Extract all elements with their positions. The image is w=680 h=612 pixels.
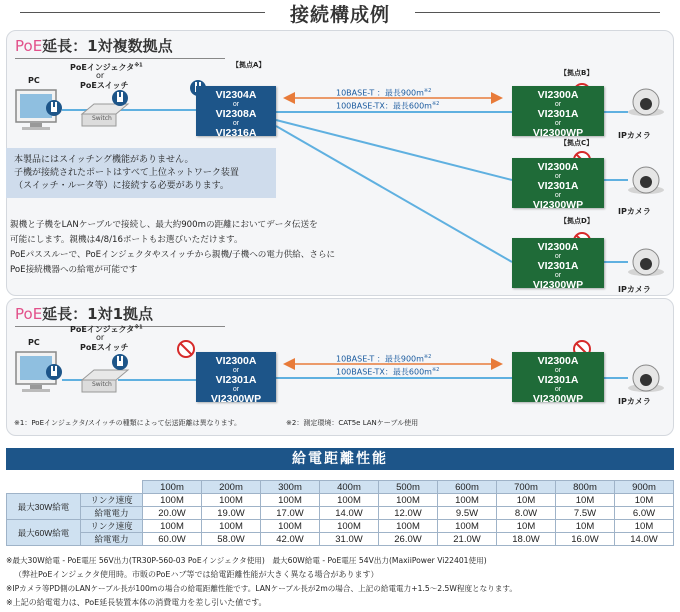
table-cell: 10M — [615, 494, 674, 507]
transmission-spec — [336, 352, 439, 377]
table-cell: 100M — [261, 520, 320, 533]
spec-10base — [336, 86, 439, 99]
table-cell: 21.0W — [438, 533, 497, 546]
injector-label — [70, 324, 143, 335]
switch-device-text: Switch — [92, 381, 112, 388]
ip-camera-icon — [628, 89, 664, 116]
table-cell: 14.0W — [615, 533, 674, 546]
table-cell: 12.0W — [379, 507, 438, 520]
spec-footnote-mark: ※2 — [423, 354, 432, 360]
section1-title-rest: 延長：1対複数拠点 — [42, 37, 173, 55]
or-label: or — [554, 367, 562, 374]
note-line: 本製品にはスイッチング機能がありません。 — [14, 155, 194, 165]
table-row — [7, 520, 674, 533]
table-cell: 100M — [202, 520, 261, 533]
note-line: 子機が接続されたポートはすべて上位ネットワーク装置 — [14, 168, 239, 178]
spec-standard: 10BASE-T ： — [336, 354, 385, 364]
table-cell: 9.5W — [438, 507, 497, 520]
footnote-2: ※2：測定環境：CAT5e LANケーブル使用 — [286, 419, 419, 427]
model-name: VI2300A — [537, 241, 579, 253]
model-name: VI2301A — [215, 374, 257, 386]
model-name: VI2300WP — [532, 393, 584, 405]
table-cell: 31.0W — [320, 533, 379, 546]
model-name: VI2300WP — [532, 127, 584, 139]
metric-label: 給電電力 — [81, 533, 143, 546]
or-label: or — [554, 253, 562, 260]
or-label: or — [554, 120, 562, 127]
power-plug-icon — [112, 354, 128, 370]
model-name: VI2300WP — [210, 393, 262, 405]
table-cell: 42.0W — [261, 533, 320, 546]
transmission-spec — [336, 86, 439, 111]
spec-footnote-mark: ※2 — [431, 100, 440, 107]
table-cell: 26.0W — [379, 533, 438, 546]
metric-label: 給電電力 — [81, 507, 143, 520]
table-cell: 10M — [497, 494, 556, 507]
power-plug-icon — [46, 364, 62, 380]
description-line: PoE接続機器への給電が可能です — [10, 265, 138, 275]
footnote-1: ※1：PoEインジェクタ/スイッチの種類によって伝送距離は異なります。 — [14, 419, 242, 427]
ip-camera-icon — [628, 167, 664, 194]
model-name: VI2300WP — [532, 279, 584, 291]
distance-header: 200m — [202, 481, 261, 494]
distance-header: 500m — [379, 481, 438, 494]
distance-header: 800m — [556, 481, 615, 494]
section2-title-poe: PoE — [15, 305, 43, 323]
spec-distance: 最長900m — [384, 88, 424, 98]
switching-note — [6, 148, 276, 198]
ip-camera-label: IPカメラ — [618, 285, 651, 294]
table-footnote: ※最大30W給電 - PoE電圧 56V出力(TR30P-560-03 PoEインジェクタ使用) 最大60W給電 - PoE電圧 54V出力(MaxiiPower Vi22401使用) — [6, 556, 487, 565]
group-label: 最大60W給電 — [7, 520, 81, 546]
table-cell: 19.0W — [202, 507, 261, 520]
table-cell: 10M — [556, 520, 615, 533]
ip-camera-label: IPカメラ — [618, 131, 651, 140]
power-plug-icon — [46, 100, 62, 116]
spec-100base — [336, 365, 439, 378]
table-cell: 100M — [202, 494, 261, 507]
child-unit-site-b — [512, 86, 604, 139]
table-cell: 17.0W — [261, 507, 320, 520]
model-name: VI2301A — [537, 260, 579, 272]
distance-header: 100m — [143, 481, 202, 494]
spec-standard: 100BASE-TX： — [336, 101, 393, 111]
table-row — [7, 533, 674, 546]
model-name: VI2300A — [537, 89, 579, 101]
spec-footnote-mark: ※2 — [431, 366, 440, 373]
power-distance-table — [6, 480, 674, 546]
model-name: VI2308A — [215, 108, 257, 120]
table-cell: 16.0W — [556, 533, 615, 546]
metric-label: リンク速度 — [81, 520, 143, 533]
note-line: （スイッチ・ルータ等）に接続する必要があります。 — [14, 181, 229, 191]
or-label: or — [554, 101, 562, 108]
table-cell: 14.0W — [320, 507, 379, 520]
product-description — [10, 218, 430, 278]
table-footnote: ※上記の給電電力は、PoE延長装置本体の消費電力を差し引いた値です。 — [6, 598, 267, 607]
table-cell: 58.0W — [202, 533, 261, 546]
table-row — [7, 494, 674, 507]
table-cell: 8.0W — [497, 507, 556, 520]
or-label: or — [554, 192, 562, 199]
or-label: or — [232, 101, 240, 108]
injector-label-text: PoEインジェクタ — [70, 63, 135, 72]
model-name: VI2300A — [215, 355, 257, 367]
pc-label: PC — [28, 338, 40, 347]
or-label: or — [96, 333, 105, 342]
table-cell: 100M — [320, 494, 379, 507]
metric-label: リンク速度 — [81, 494, 143, 507]
section1-title-poe: PoE — [15, 37, 43, 55]
distance-header: 900m — [615, 481, 674, 494]
table-cell: 6.0W — [615, 507, 674, 520]
model-name: VI2300WP — [532, 199, 584, 211]
section2-title-rest: 延長：1対1拠点 — [42, 305, 154, 323]
power-table-title: 給電距離性能 — [6, 448, 674, 470]
table-cell: 10M — [497, 520, 556, 533]
model-name: VI2300A — [537, 355, 579, 367]
power-plug-icon — [112, 90, 128, 106]
site-a-label: 【拠点A】 — [232, 61, 266, 69]
distance-header: 400m — [320, 481, 379, 494]
switch-device-text: Switch — [92, 115, 112, 122]
distance-header: 300m — [261, 481, 320, 494]
model-name: VI2301A — [537, 108, 579, 120]
no-power-icon — [178, 341, 194, 357]
ip-camera-icon — [628, 365, 664, 392]
description-line: 親機と子機をLANケーブルで接続し、最大約900mの距離においてデータ伝送を — [10, 220, 318, 230]
injector-label — [70, 62, 143, 73]
description-line: 可能にします。親機は4/8/16ポートもお選びいただけます。 — [10, 235, 243, 245]
spec-100base — [336, 99, 439, 112]
spec-distance: 最長900m — [384, 354, 424, 364]
switch-label: PoEスイッチ — [80, 343, 129, 352]
parent-unit-multi — [196, 86, 276, 139]
table-cell: 10M — [556, 494, 615, 507]
injector-footnote-mark: ※1 — [134, 62, 143, 69]
or-label: or — [232, 367, 240, 374]
distance-header: 700m — [497, 481, 556, 494]
child-unit-site-c — [512, 158, 604, 211]
table-corner — [7, 481, 143, 494]
or-label: or — [232, 386, 240, 393]
or-label: or — [554, 173, 562, 180]
parent-unit-single — [196, 352, 276, 405]
ip-camera-label: IPカメラ — [618, 207, 651, 216]
table-row — [7, 507, 674, 520]
table-cell: 60.0W — [143, 533, 202, 546]
model-name: VI2301A — [537, 180, 579, 192]
description-line: PoEパススルーで、PoEインジェクタやスイッチから親機/子機への電力供給、さらに — [10, 250, 336, 260]
table-cell: 100M — [379, 520, 438, 533]
child-unit-site-d — [512, 238, 604, 291]
model-name: VI2316A — [215, 127, 257, 139]
spec-distance: 最長600m — [392, 101, 432, 111]
spec-footnote-mark: ※2 — [423, 88, 432, 94]
table-header-row — [7, 481, 674, 494]
site-d-label: 【拠点D】 — [560, 217, 594, 225]
table-cell: 100M — [438, 494, 497, 507]
model-name: VI2304A — [215, 89, 257, 101]
spec-10base — [336, 352, 439, 365]
injector-label-text: PoEインジェクタ — [70, 325, 135, 334]
child-unit-single — [512, 352, 604, 405]
ip-camera-label: IPカメラ — [618, 397, 651, 406]
table-cell: 100M — [143, 494, 202, 507]
distance-header: 600m — [438, 481, 497, 494]
table-cell: 100M — [438, 520, 497, 533]
table-footnote: （弊社PoEインジェクタ使用時。市販のPoEハブ等では給電距離性能が大きく異なる場合があります） — [14, 570, 379, 579]
table-cell: 20.0W — [143, 507, 202, 520]
group-label: 最大30W給電 — [7, 494, 81, 520]
table-cell: 10M — [615, 520, 674, 533]
spec-distance: 最長600m — [392, 367, 432, 377]
switch-label: PoEスイッチ — [80, 81, 129, 90]
table-footnote: ※IPカメラ等PD側のLANケーブル長が100mの場合の給電距離性能です。LANケーブル長が2mの場合、上記の給電電力+1.5～2.5W程度となります。 — [6, 584, 518, 593]
table-cell: 100M — [379, 494, 438, 507]
site-b-label: 【拠点B】 — [560, 69, 594, 77]
table-cell: 100M — [320, 520, 379, 533]
or-label: or — [554, 386, 562, 393]
table-cell: 100M — [143, 520, 202, 533]
table-cell: 7.5W — [556, 507, 615, 520]
spec-standard: 10BASE-T ： — [336, 88, 385, 98]
or-label: or — [232, 120, 240, 127]
ip-camera-icon — [628, 249, 664, 276]
page-title: 接続構成例 — [289, 4, 390, 26]
table-cell: 18.0W — [497, 533, 556, 546]
site-c-label: 【拠点C】 — [560, 139, 594, 147]
or-label: or — [554, 272, 562, 279]
or-label: or — [96, 71, 105, 80]
pc-label: PC — [28, 76, 40, 85]
table-cell: 100M — [261, 494, 320, 507]
model-name: VI2301A — [537, 374, 579, 386]
injector-footnote-mark: ※1 — [134, 324, 143, 331]
spec-standard: 100BASE-TX： — [336, 367, 393, 377]
model-name: VI2300A — [537, 161, 579, 173]
